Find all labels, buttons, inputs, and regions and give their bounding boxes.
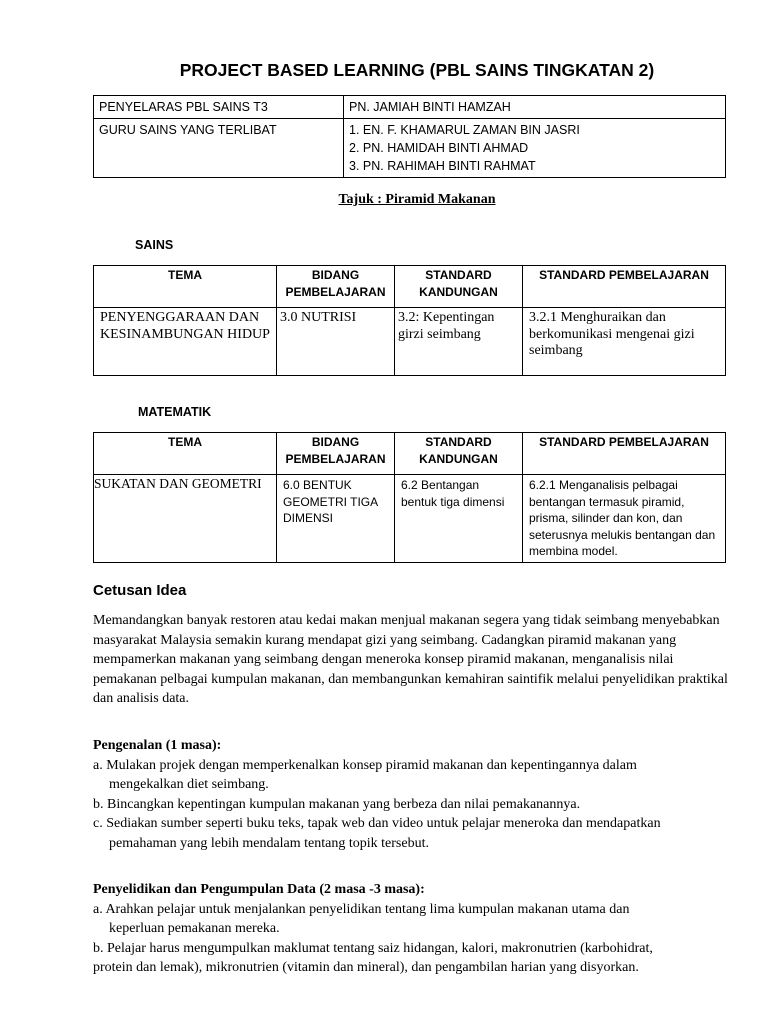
table-cell: 3.0 NUTRISI — [277, 308, 395, 376]
table-cell: 6.0 BENTUK GEOMETRI TIGA DIMENSI — [277, 475, 395, 563]
research-section — [93, 880, 733, 978]
cell-line: 1. EN. F. KHAMARUL ZAMAN BIN JASRI — [349, 123, 580, 137]
table-cell: 6.2 Bentangan bentuk tiga dimensi — [395, 475, 523, 563]
topic-heading: Tajuk : Piramid Makanan — [338, 192, 496, 207]
cell-line: 3. PN. RAHIMAH BINTI RAHMAT — [349, 159, 536, 173]
sains-section-label: SAINS — [135, 238, 174, 252]
table-header-row — [94, 266, 726, 308]
table-cell: 6.2.1 Menganalisis pelbagai bentangan termasuk piramid, prisma, silinder dan kon, dan seterusnya melukis bentangan dan membina model. — [523, 475, 726, 563]
list-item-continuation: protein dan lemak), mikronutrien (vitamin dan mineral), dan pengambilan harian yang disyorkan. — [93, 960, 639, 975]
table-row — [94, 119, 726, 178]
matematik-curriculum-table — [93, 432, 726, 563]
column-header: TEMA — [94, 433, 277, 475]
column-header: STANDARD KANDUNGAN — [395, 266, 523, 308]
table-cell — [344, 96, 726, 119]
column-header: STANDARD KANDUNGAN — [395, 433, 523, 475]
list-item: c. Sediakan sumber seperti buku teks, tapak web dan video untuk pelajar meneroka dan mendapatkan — [93, 816, 661, 831]
introduction-section — [93, 736, 733, 853]
research-heading: Penyelidikan dan Pengumpulan Data (2 masa -3 masa): — [93, 882, 425, 897]
table-cell: SUKATAN DAN GEOMETRI — [94, 475, 277, 563]
list-item: b. Pelajar harus mengumpulkan maklumat tentang saiz hidangan, kalori, makronutrien (karbohidrat, — [93, 940, 653, 956]
table-cell: 3.2.1 Menghuraikan dan berkomunikasi mengenai gizi seimbang — [523, 308, 726, 376]
list-item-continuation: mengekalkan diet seimbang. — [109, 777, 269, 792]
table-row — [94, 475, 726, 563]
matematik-section-label: MATEMATIK — [138, 405, 212, 419]
table-cell: 3.2: Kepentingan girzi seimbang — [395, 308, 523, 376]
table-header-row — [94, 433, 726, 475]
list-item-continuation: keperluan pemakanan mereka. — [109, 921, 280, 936]
table-cell: PENYENGGARAAN DAN KESINAMBUNGAN HIDUP — [94, 308, 277, 376]
cell-line: 2. PN. HAMIDAH BINTI AHMAD — [349, 141, 529, 155]
table-cell: PENYELARAS PBL SAINS T3 — [94, 96, 344, 119]
table-row — [94, 96, 726, 119]
idea-paragraph: Memandangkan banyak restoren atau kedai makan menjual makanan segera yang tidak seimbang menyebabkan masyarakat Malaysia semakin kurang mendapat gizi yang seimbang. Cadangkan piramid makanan yang mempamerkan makanan yang seimbang dengan meneroka konsep piramid makanan, menganalisis nilai pemakanan pelbagai kumpulan makanan, dan membangunkan kemahiran saintifik melalui penyelidikan praktikal dan analisis data. — [93, 613, 728, 706]
document-title: PROJECT BASED LEARNING (PBL SAINS TINGKATAN 2) — [179, 60, 655, 80]
column-header: STANDARD PEMBELAJARAN — [523, 266, 726, 308]
sains-curriculum-table — [93, 265, 726, 376]
list-item: a. Arahkan pelajar untuk menjalankan penyelidikan tentang lima kumpulan makanan utama dan — [93, 901, 630, 917]
table-row — [94, 308, 726, 376]
list-item-continuation: pemahaman yang lebih mendalam tentang topik tersebut. — [109, 835, 429, 851]
table-cell: GURU SAINS YANG TERLIBAT — [94, 119, 344, 178]
idea-heading: Cetusan Idea — [93, 582, 187, 599]
introduction-heading: Pengenalan (1 masa): — [93, 738, 222, 753]
cell-line: PN. JAMIAH BINTI HAMZAH — [349, 100, 511, 114]
list-item: a. Mulakan projek dengan memperkenalkan konsep piramid makanan dan kepentingannya dalam — [93, 757, 637, 773]
column-header: STANDARD PEMBELAJARAN — [523, 433, 726, 475]
list-item: b. Bincangkan kepentingan kumpulan makanan yang berbeza dan nilai pemakanannya. — [93, 796, 581, 812]
column-header: BIDANG PEMBELAJARAN — [277, 433, 395, 475]
column-header: TEMA — [94, 266, 277, 308]
table-cell — [344, 119, 726, 178]
coordinator-table — [93, 95, 726, 178]
column-header: BIDANG PEMBELAJARAN — [277, 266, 395, 308]
